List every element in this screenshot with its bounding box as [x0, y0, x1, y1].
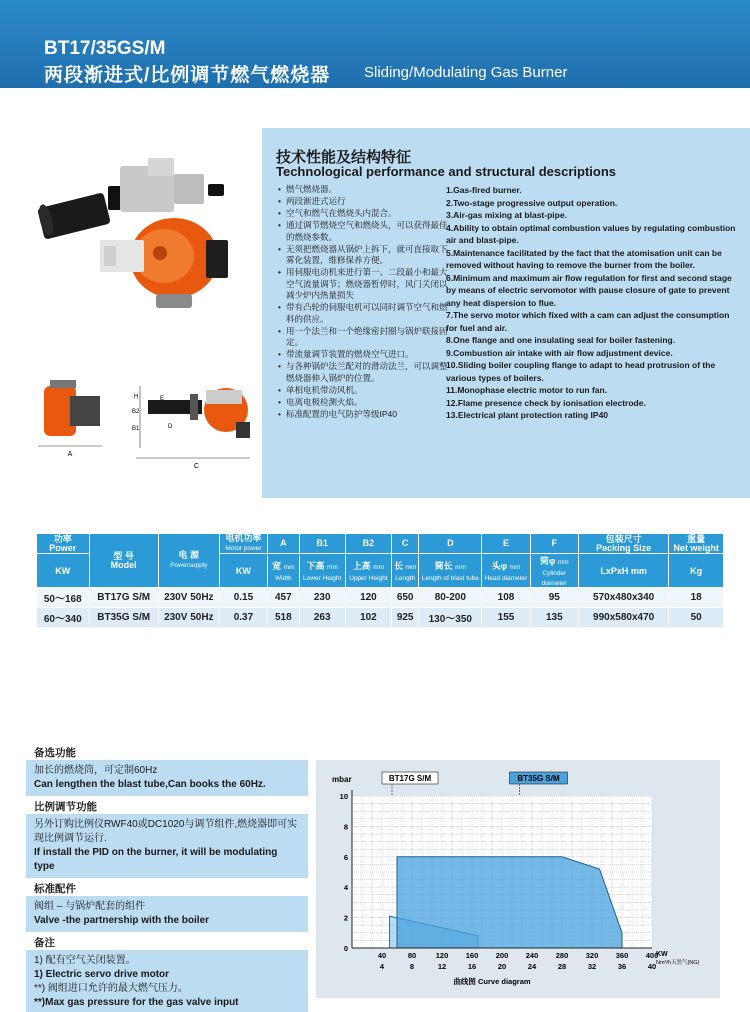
col-pack-unit: LxPxH mm: [578, 554, 668, 588]
y-tick-label: 0: [343, 944, 348, 953]
cell-pack: 570x480x340: [578, 588, 668, 608]
col-b2: B2: [345, 534, 391, 554]
cell-c: 650: [392, 588, 419, 608]
x2-tick-label: 8: [409, 962, 415, 971]
dim-label-h: H: [134, 394, 139, 400]
x-tick-label: 280: [555, 951, 569, 960]
section-title-notes: 备注: [34, 937, 55, 949]
option-text-en: Can lengthen the blast tube,Can books the 60Hz.: [34, 779, 266, 790]
option-text-cn: 阀组 – 与锅炉配套的组件: [34, 901, 146, 912]
col-b1-sub-en: Lower Height: [303, 575, 342, 582]
col-b1-sub-unit: mm: [327, 564, 338, 571]
burner-illustration: [30, 128, 262, 498]
table-row: [37, 588, 724, 608]
cell-b1: 263: [299, 608, 345, 628]
col-weight-unit: Kg: [669, 554, 724, 588]
col-d-sub-cn: 筒长: [434, 561, 453, 571]
x2-tick-label: 36: [617, 962, 627, 971]
option-text-cn: 另外订购比例仪RWF40或DC1020与调节组件,燃烧器即可实现比例调节运行.: [34, 819, 298, 844]
cell-weight: 18: [669, 588, 724, 608]
legend-label-2: BT35G S/M: [517, 774, 560, 783]
list-item: • 与各种锅炉法兰配对的滑动法兰，可以调整燃烧器伸入锅炉的位置。: [278, 361, 448, 384]
x-tick-label: 160: [465, 951, 479, 960]
section-body-standard: [26, 896, 308, 932]
table-header-row: [37, 534, 724, 554]
cell-motor: 0.37: [219, 608, 267, 628]
x2-axis-label: Nm³/h天然气(NG): [656, 960, 700, 966]
x2-tick-label: 16: [467, 962, 477, 971]
col-a: A: [268, 534, 300, 554]
col-b1-sub-cn: 下高: [306, 561, 325, 571]
col-c: C: [392, 534, 419, 554]
section-title-standard: 标准配件: [34, 883, 76, 895]
col-power-cn: 功率: [53, 533, 72, 544]
specs-title-en: Technological performance and structural descriptions: [276, 164, 616, 179]
spec-table: [36, 533, 724, 628]
cell-supply: 230V 50Hz: [158, 608, 219, 628]
specs-cn-list: [278, 184, 448, 421]
list-item: • 带流量调节装置的燃烧空气进口。: [278, 349, 448, 361]
list-item: • 带有凸轮的伺服电机可以同时调节空气和燃料的供应。: [278, 302, 448, 325]
burner-photo: [36, 158, 228, 308]
col-b2-sub-unit: mm: [373, 564, 385, 571]
cell-motor: 0.15: [219, 588, 267, 608]
col-f-sub-unit: mm: [557, 559, 569, 566]
col-a-sub-en: Width: [275, 575, 292, 582]
x2-tick-label: 28: [557, 962, 567, 971]
x2-tick-label: 4: [379, 962, 385, 971]
list-item: • 燃气燃烧器。: [278, 184, 448, 196]
dim-label-a: A: [67, 451, 73, 458]
dim-label-c: C: [194, 463, 200, 470]
specs-en-list: [446, 184, 738, 422]
cell-b2: 102: [345, 608, 391, 628]
col-weight-cn: 重量: [687, 533, 706, 544]
col-pack-cn: 包装尺寸: [605, 533, 642, 544]
col-motor-en: Motor power: [225, 545, 262, 552]
chart-title: 曲线图 Curve diagram: [453, 977, 531, 986]
x-tick-label: 320: [585, 951, 599, 960]
cell-d: 80-200: [419, 588, 482, 608]
x2-tick-label: 32: [587, 962, 597, 971]
note-text-en: 1) Electric servo drive motor: [34, 969, 170, 980]
col-power-unit: KW: [37, 554, 90, 588]
curve-diagram: [316, 760, 720, 998]
col-weight-en: Net weight: [673, 542, 719, 553]
col-b2-sub-cn: 上高: [352, 561, 371, 571]
option-text-en: Valve -the partnership with the boiler: [34, 915, 210, 926]
option-text-en: If install the PID on the burner, it will be modulating type: [34, 847, 278, 872]
section-body-notes: [26, 950, 308, 1012]
note-text-en: **)Max gas pressure for the gas valve input: [34, 997, 239, 1008]
cell-power: 50～168: [37, 588, 90, 608]
x-tick-label: 80: [407, 951, 417, 960]
col-model-en: Model: [110, 559, 137, 570]
list-item: • 用一个法兰和一个绝缘密封圈与锅炉联接固定。: [278, 326, 448, 349]
curve-chart-svg: [316, 760, 720, 998]
cell-a: 457: [268, 588, 300, 608]
y-tick-label: 4: [343, 883, 348, 893]
col-model-cn: 型 号: [113, 550, 134, 561]
x2-tick-label: 12: [437, 962, 447, 971]
header-banner: [0, 0, 750, 88]
col-pack-en: Packing Size: [596, 542, 652, 553]
col-e-sub-unit: mm: [509, 564, 521, 571]
list-item: • 两段渐进式运行: [278, 196, 448, 208]
cell-pack: 990x580x470: [578, 608, 668, 628]
dim-label-b1: B1: [132, 426, 140, 432]
col-motor-unit: KW: [219, 554, 267, 588]
list-item: • 通过调节燃烧空气和燃烧头，可以获得最佳的燃烧参数。: [278, 220, 448, 243]
list-item: 6.Minimum and maximum air flow regulation for first and second stage by means of electric servomotor with pause closure of gate to prevent any heat dispersion to flue.: [446, 272, 732, 308]
list-item: 2.Two-stage progressive output operation.: [446, 197, 618, 208]
col-d: D: [419, 534, 482, 554]
y-tick-label: 8: [343, 822, 348, 832]
cell-e: 108: [482, 588, 530, 608]
cell-b2: 120: [345, 588, 391, 608]
cell-f: 95: [530, 588, 578, 608]
legend-label-1: BT17G S/M: [388, 774, 432, 783]
y-tick-label: 10: [339, 792, 348, 801]
col-c-sub-en: Length: [395, 575, 416, 582]
list-item: • 空气和燃气在燃烧头内混合。: [278, 208, 448, 220]
col-f-sub-en: Cylinder diameter: [541, 570, 567, 587]
x-tick-label: 400: [645, 951, 659, 960]
list-item: 11.Monophase electric motor to run fan.: [446, 385, 608, 395]
cell-f: 135: [530, 608, 578, 628]
col-e: E: [482, 534, 530, 554]
col-motor-cn: 电机功率: [225, 533, 262, 543]
cell-c: 925: [392, 608, 419, 628]
cell-model: BT17G S/M: [89, 588, 158, 608]
option-text-cn: 加长的燃烧筒，可定制60Hz: [34, 765, 158, 776]
col-b1: B1: [299, 534, 345, 554]
col-a-sub-unit: mm: [283, 564, 295, 571]
spec-panel: [262, 128, 750, 498]
list-item: • 单相电机带动风机。: [278, 385, 448, 397]
cell-e: 155: [482, 608, 530, 628]
col-e-sub-en: Head diameter: [484, 575, 528, 582]
list-item: 13.Electrical plant protection rating IP40: [446, 410, 609, 420]
dimension-drawing-side: [38, 380, 102, 458]
col-f: F: [530, 534, 578, 554]
list-item: 1.Gas-fired burner.: [446, 185, 522, 195]
col-supply-cn: 电 源: [178, 550, 200, 560]
col-d-sub-en: Length of blast tube: [421, 575, 479, 582]
col-a-sub-cn: 宽: [272, 561, 282, 571]
col-f-sub-cn: 筒φ: [539, 556, 556, 566]
list-item: • 标准配置的电气防护等级IP40: [278, 409, 448, 421]
model-title: BT17/35GS/M: [44, 38, 166, 59]
dim-label-b2: B2: [132, 409, 140, 415]
cell-b1: 230: [299, 588, 345, 608]
col-c-sub-unit: mm: [405, 564, 417, 571]
list-item: • 电离电极检测火焰。: [278, 397, 448, 409]
section-body-modulating: [26, 814, 308, 878]
title-cn: 两段渐进式/比例调节燃气燃烧器: [44, 65, 331, 86]
cell-power: 60～340: [37, 608, 90, 628]
list-item: 10.Sliding boiler coupling flange to adapt to head protrusion of the various types of boilers.: [446, 360, 716, 383]
dimension-drawing-front: [132, 386, 250, 470]
x-tick-label: 120: [435, 951, 449, 960]
x2-tick-label: 40: [647, 962, 657, 971]
x2-tick-label: 24: [527, 962, 537, 971]
x-axis-label: KW: [656, 951, 668, 958]
note-text-cn: 1) 配有空气关闭装置。: [34, 955, 136, 966]
list-item: 7.The servo motor which fixed with a cam can adjust the consumption for fuel and air.: [446, 310, 730, 333]
cell-model: BT35G S/M: [89, 608, 158, 628]
list-item: 4.Ability to obtain optimal combustion values by regulating combustion air and blast-pipe.: [446, 222, 736, 245]
cell-a: 518: [268, 608, 300, 628]
series-area-2: [397, 857, 622, 948]
title-en: Sliding/Modulating Gas Burner: [364, 64, 568, 81]
specs-title-cn: 技术性能及结构特征: [276, 149, 412, 166]
y-tick-label: 6: [343, 852, 348, 862]
col-supply-en: Powersupply: [170, 562, 208, 569]
y-tick-label: 2: [343, 913, 348, 923]
x-tick-label: 360: [615, 951, 629, 960]
dim-label-e: E: [160, 396, 165, 402]
col-b2-sub-en: Upper Height: [349, 575, 388, 582]
dim-label-d: D: [168, 424, 173, 430]
product-images: [30, 128, 262, 498]
table-row: [37, 608, 724, 628]
section-title-modulating: 比例调节功能: [34, 801, 97, 813]
x-tick-label: 40: [377, 951, 387, 960]
list-item: • 用伺服电动机来进行第一、二段最小和最大空气流量调节；燃烧器暂停时，风门关闭以减少炉内热量损失: [278, 267, 448, 302]
list-item: 8.One flange and one insulating seal for boiler fastening.: [446, 335, 676, 345]
note-text-cn: **) 阀组进口允许的最大燃气压力。: [34, 983, 188, 994]
col-e-sub-cn: 头φ: [491, 561, 508, 571]
list-item: 5.Maintenance facilitated by the fact that the atomisation unit can be removed without having to remove the burner from the boiler.: [446, 247, 722, 270]
list-item: 12.Flame presence check by ionisation electrode.: [446, 397, 646, 408]
col-d-sub-unit: mm: [455, 564, 466, 571]
cell-supply: 230V 50Hz: [158, 588, 219, 608]
col-c-sub-cn: 长: [393, 561, 403, 571]
cell-weight: 50: [669, 608, 724, 628]
col-power-en: Power: [49, 542, 77, 553]
x-tick-label: 240: [525, 951, 539, 960]
section-body-optional: [26, 760, 308, 796]
x-tick-label: 200: [495, 951, 509, 960]
x2-tick-label: 20: [497, 962, 507, 971]
options-section: [26, 742, 308, 1012]
cell-d: 130～350: [419, 608, 482, 628]
section-title-optional: 备选功能: [34, 747, 76, 759]
list-item: 9.Combustion air intake with air flow adjustment device.: [446, 347, 673, 358]
list-item: • 无须把燃烧器从锅炉上拆下，就可直接取下雾化装置，维修保养方便。: [278, 244, 448, 267]
list-item: 3.Air-gas mixing at blast-pipe.: [446, 210, 567, 220]
y-axis-label: mbar: [332, 775, 352, 784]
